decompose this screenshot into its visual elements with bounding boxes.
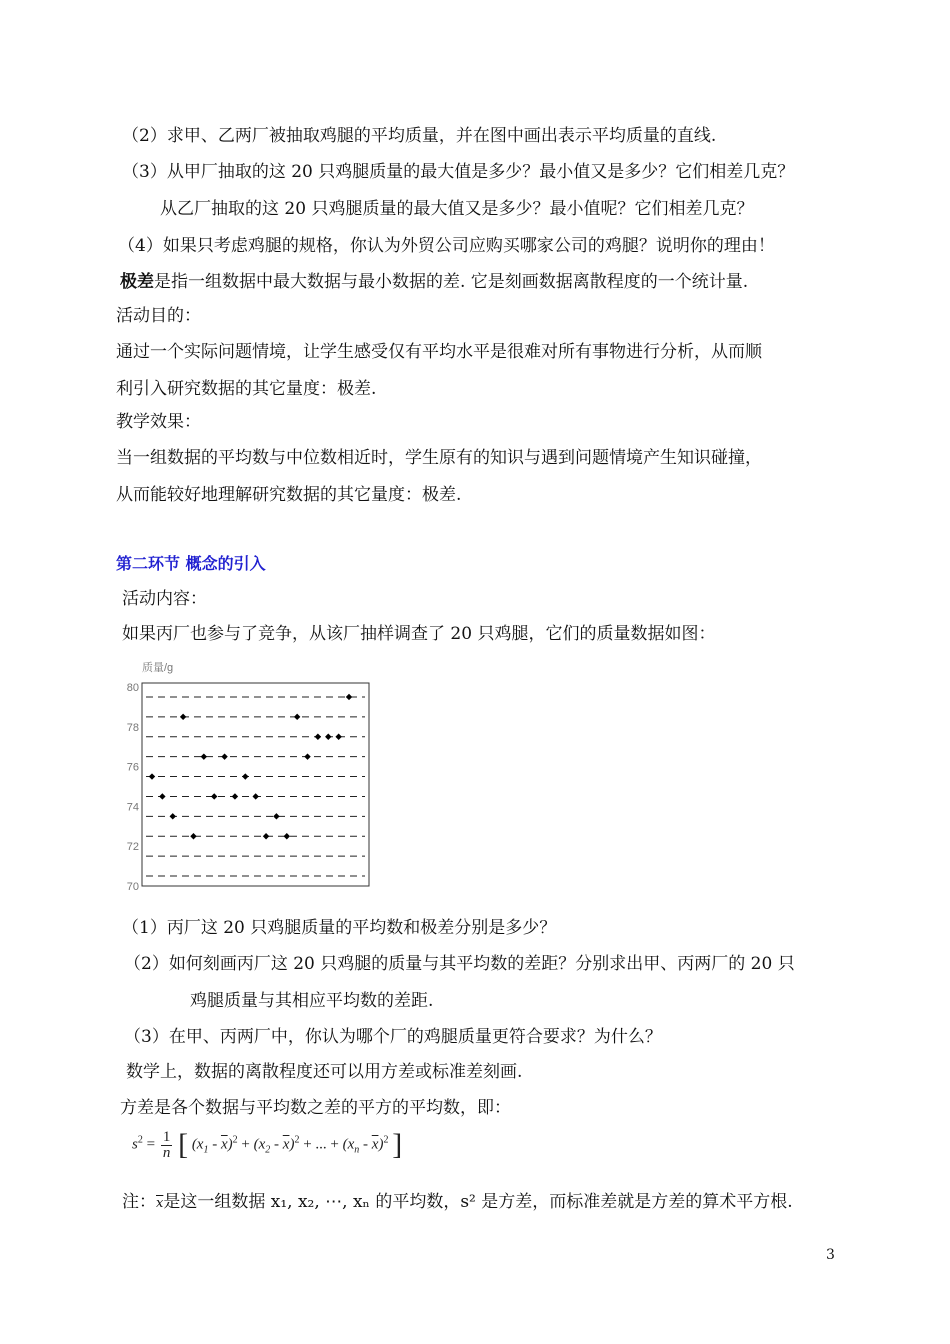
term-2: (x (253, 1136, 266, 1153)
term-1-close: ) (227, 1136, 233, 1153)
question-3b: 从乙厂抽取的这 20 只鸡腿质量的最大值又是多少？最小值呢？它们相差几克？ (160, 199, 754, 219)
y-tick-72: 72 (126, 841, 139, 854)
data-point-1 (149, 773, 155, 779)
chart-question-3: （3）在甲、丙两厂中，你认为哪个厂的鸡腿质量更符合要求？为什么？ (124, 1027, 662, 1047)
formula-close-bracket: ] (392, 1128, 403, 1161)
note-xbar-symbol: $\overline{x}$ (156, 1196, 164, 1211)
data-point-20 (346, 694, 352, 700)
term-1-sub: 1 (203, 1144, 209, 1156)
variance-formula (132, 1128, 402, 1162)
term-1-minus: - (208, 1136, 221, 1153)
goal-label: 活动目的： (116, 306, 201, 326)
formula-s: s (132, 1136, 138, 1153)
intro-text: 如果丙厂也参与了竞争，从该厂抽样调查了 20 只鸡腿，它们的质量数据如图： (122, 624, 716, 644)
content-label: 活动内容： (122, 589, 207, 609)
fraction-denominator: n (162, 1144, 171, 1161)
goal-text-2: 利引入研究数据的其它量度：极差. (116, 379, 377, 399)
formula-open-bracket: [ (178, 1128, 189, 1161)
plot-frame (142, 683, 369, 886)
data-point-15 (294, 714, 300, 720)
effect-text-1: 当一组数据的平均数与中位数相近时，学生原有的知识与遇到问题情境产生知识碰撞， (116, 448, 762, 468)
term-2-xbar: $\overline{x}$ (282, 1136, 290, 1153)
question-2: （2）求甲、乙两厂被抽取鸡腿的平均质量，并在图中画出表示平均质量的直线. (122, 126, 717, 146)
data-point-10 (242, 773, 248, 779)
term-2-sq: 2 (294, 1134, 300, 1146)
data-point-17 (315, 734, 321, 740)
formula-fraction (161, 1130, 173, 1161)
y-tick-labels (127, 682, 139, 893)
y-tick-76: 76 (126, 761, 139, 774)
chart-question-1: （1）丙厂这 20 只鸡腿质量的平均数和极差分别是多少？ (122, 918, 557, 938)
term-n-xbar: $\overline{x}$ (371, 1136, 379, 1153)
y-tick-74: 74 (126, 801, 139, 814)
note-text: 是这一组数据 x₁, x₂, ⋯, xₙ 的平均数，s² 是方差，而标准差就是方差的算术平方根. (163, 1192, 793, 1212)
grid-lines (146, 697, 365, 876)
chart-question-2b: 鸡腿质量与其相应平均数的差距. (190, 991, 434, 1011)
note-line (122, 1190, 793, 1216)
term-2-close: ) (289, 1136, 295, 1153)
term-n-minus: - (359, 1136, 372, 1153)
ellipsis: + ... + (303, 1136, 343, 1153)
formula-s-exp: 2 (137, 1134, 143, 1146)
data-point-9 (232, 793, 238, 799)
scatter-chart (112, 656, 382, 896)
note-prefix: 注： (122, 1192, 156, 1212)
fraction-numerator: 1 (162, 1128, 171, 1145)
y-tick-78: 78 (126, 721, 139, 734)
question-3a: （3）从甲厂抽取的这 20 只鸡腿质量的最大值是多少？最小值又是多少？它们相差几克？ (122, 162, 795, 182)
term-1: (x (191, 1136, 204, 1153)
data-point-7 (211, 793, 217, 799)
goal-text-1: 通过一个实际问题情境，让学生感受仅有平均水平是很难对所有事物进行分析，从而顺 (116, 342, 762, 362)
data-point-18 (325, 734, 331, 740)
data-point-12 (263, 833, 269, 839)
effect-label: 教学效果： (116, 412, 201, 432)
data-point-3 (170, 813, 176, 819)
term-n: (x (342, 1136, 355, 1153)
y-axis-label: 质量/g (142, 662, 174, 674)
formula-equals: = (146, 1136, 156, 1153)
data-point-4 (180, 714, 186, 720)
data-point-2 (159, 793, 165, 799)
data-point-5 (190, 833, 196, 839)
term-n-close: ) (378, 1136, 384, 1153)
range-definition-text: 是指一组数据中最大数据与最小数据的差. 它是刻画数据离散程度的一个统计量. (154, 272, 749, 292)
plus-1: + (241, 1136, 254, 1153)
range-definition (120, 270, 748, 294)
chart-question-2a: （2）如何刻画丙厂这 20 只鸡腿的质量与其平均数的差距？分别求出甲、丙两厂的 20 只 (124, 954, 795, 974)
term-n-sq: 2 (383, 1134, 389, 1146)
effect-text-2: 从而能较好地理解研究数据的其它量度：极差. (116, 485, 462, 505)
range-term: 极差 (120, 272, 154, 292)
term-1-xbar: $\overline{x}$ (220, 1136, 228, 1153)
data-point-14 (284, 833, 290, 839)
term-n-sub: n (354, 1144, 360, 1156)
term-2-sub: 2 (265, 1144, 271, 1156)
page-number: 3 (826, 1247, 835, 1263)
variance-definition: 方差是各个数据与平均数之差的平方的平均数，即： (120, 1098, 511, 1118)
data-point-6 (201, 753, 207, 759)
data-point-13 (273, 813, 279, 819)
data-points (149, 694, 352, 840)
data-point-8 (221, 753, 227, 759)
y-tick-70: 70 (126, 881, 139, 893)
term-1-sq: 2 (232, 1134, 238, 1146)
question-4: （4）如果只考虑鸡腿的规格，你认为外贸公司应购买哪家公司的鸡腿？说明你的理由！ (118, 236, 775, 256)
term-2-minus: - (270, 1136, 283, 1153)
section-heading: 第二环节 概念的引入 (116, 554, 266, 573)
math-note: 数学上，数据的离散程度还可以用方差或标准差刻画. (126, 1062, 523, 1082)
data-point-19 (335, 734, 341, 740)
data-point-16 (304, 753, 310, 759)
y-tick-80: 80 (126, 682, 139, 694)
data-point-11 (252, 793, 258, 799)
